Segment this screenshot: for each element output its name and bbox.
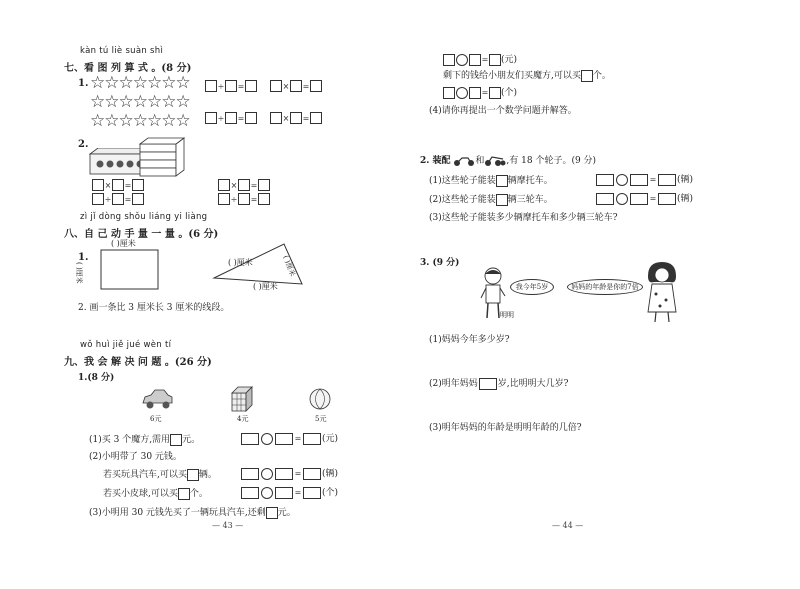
operator-circle[interactable] (616, 193, 628, 205)
answer-box[interactable] (303, 487, 321, 499)
answer-box[interactable] (178, 488, 190, 500)
operator-circle[interactable] (261, 487, 273, 499)
s9-q1-a-eq: = (元) (240, 431, 338, 445)
r-q2-b: (2)这些轮子能装 辆三轮车。 (429, 195, 553, 205)
star-row-3: ☆☆☆☆☆☆☆ (90, 111, 190, 131)
answer-box[interactable] (112, 193, 124, 205)
s9-q1: 1.(8 分) (78, 373, 115, 383)
answer-box[interactable] (132, 193, 144, 205)
answer-box[interactable] (92, 193, 104, 205)
r-top-eq: = (元) (443, 52, 517, 66)
price-car: 6元 (150, 415, 162, 423)
s7-q1-number: 1. (78, 78, 89, 89)
operator-circle[interactable] (261, 433, 273, 445)
answer-box[interactable] (596, 174, 614, 186)
answer-box[interactable] (596, 193, 614, 205)
answer-box[interactable] (245, 112, 257, 124)
answer-box[interactable] (469, 54, 481, 66)
s9-q1-c: (3)小明用 30 元钱先买了一辆玩具汽车,还剩 元。 (89, 508, 296, 518)
s7-q1-eq-2: × = (270, 80, 322, 92)
answer-box[interactable] (658, 193, 676, 205)
motorcycle-icon (453, 155, 475, 167)
rect-side-label: ( )厘米 (75, 262, 83, 284)
s7-q1-eq-3: ÷ = (205, 112, 257, 124)
answer-box[interactable] (112, 179, 124, 191)
s7-q2-eq-3: ÷ = (92, 193, 144, 205)
answer-box[interactable] (205, 112, 217, 124)
answer-box[interactable] (496, 175, 508, 187)
s9-q1-b2-eq: = (个) (240, 485, 338, 499)
toy-car-icon (140, 388, 174, 410)
r-top-line: 剩下的钱给小朋友们买魔方,可以买 个。 (443, 71, 611, 81)
r-p4: (4)请你再提出一个数学问题并解答。 (429, 106, 577, 116)
answer-box[interactable] (238, 193, 250, 205)
answer-box[interactable] (270, 80, 282, 92)
r-q3-b: (2)明年妈妈 岁,比明明大几岁? (429, 379, 569, 389)
answer-box[interactable] (270, 112, 282, 124)
answer-box[interactable] (258, 179, 270, 191)
answer-box[interactable] (275, 468, 293, 480)
mom-speech-bubble: 妈妈的年龄是你的7倍 (567, 279, 643, 295)
answer-box[interactable] (630, 193, 648, 205)
r-top-eq2: = (个) (443, 85, 517, 99)
page-number-right: — 44 — (552, 521, 584, 530)
answer-box[interactable] (658, 174, 676, 186)
answer-box[interactable] (479, 378, 497, 390)
answer-box[interactable] (275, 433, 293, 445)
s7-q2-eq-1: × = (92, 179, 144, 191)
operator-circle[interactable] (261, 468, 273, 480)
answer-box[interactable] (275, 487, 293, 499)
answer-box[interactable] (630, 174, 648, 186)
s8-title: 八、自 己 动 手 量 一 量 。(6 分) (64, 229, 219, 240)
answer-box[interactable] (310, 80, 322, 92)
answer-box[interactable] (238, 179, 250, 191)
boy-name-label: 明明 (500, 311, 514, 319)
answer-box[interactable] (258, 193, 270, 205)
r-q3-title: 3. (9 分) (420, 258, 460, 268)
answer-box[interactable] (303, 433, 321, 445)
r-q3-a: (1)妈妈今年多少岁? (429, 335, 510, 345)
answer-box[interactable] (187, 469, 199, 481)
answer-box[interactable] (303, 468, 321, 480)
s9-pinyin: wǒ huì jiě jué wèn tí (80, 340, 172, 350)
answer-box[interactable] (92, 179, 104, 191)
answer-box[interactable] (218, 179, 230, 191)
operator-circle[interactable] (456, 54, 468, 66)
mother-illustration (642, 262, 682, 324)
rectangle-figure (100, 249, 160, 291)
answer-box[interactable] (290, 80, 302, 92)
answer-box[interactable] (225, 112, 237, 124)
s7-title: 七、看 图 列 算 式 。(8 分) (64, 63, 192, 74)
s7-q1-eq-4: × = (270, 112, 322, 124)
answer-box[interactable] (443, 87, 455, 99)
answer-box[interactable] (489, 87, 501, 99)
answer-box[interactable] (241, 433, 259, 445)
answer-box[interactable] (170, 434, 182, 446)
answer-box[interactable] (469, 87, 481, 99)
answer-box[interactable] (241, 487, 259, 499)
answer-box[interactable] (245, 80, 257, 92)
answer-box[interactable] (443, 54, 455, 66)
s7-pinyin: kàn tú liè suàn shì (80, 46, 164, 56)
r-q2-a-eq: = (辆) (595, 172, 693, 186)
s9-q1-b2: 若买小皮球,可以买 个。 (103, 489, 208, 499)
s7-q2-eq-4: ÷ = (218, 193, 270, 205)
answer-box[interactable] (218, 193, 230, 205)
r-q2-a: (1)这些轮子能装 辆摩托车。 (429, 176, 553, 186)
s8-pinyin: zì jǐ dòng shǒu liáng yi liàng (80, 212, 208, 222)
triangle-right-label: ( )厘米 (281, 254, 297, 278)
answer-box[interactable] (132, 179, 144, 191)
s8-q1-number: 1. (78, 252, 89, 263)
r-q2-b-eq: = (辆) (595, 191, 693, 205)
r-q2-c: (3)这些轮子能装多少辆摩托车和多少辆三轮车? (429, 213, 618, 223)
answer-box[interactable] (581, 70, 593, 82)
rubiks-cube-icon (228, 385, 256, 413)
s7-q1-eq-1: ÷ = (205, 80, 257, 92)
s7-q2-number: 2. (78, 139, 89, 150)
price-ball: 5元 (315, 415, 327, 423)
boy-speech-bubble: 我今年5岁 (510, 279, 554, 295)
answer-box[interactable] (241, 468, 259, 480)
star-row-2: ☆☆☆☆☆☆☆ (90, 92, 190, 112)
ball-icon (308, 387, 332, 411)
r-q2-title: 2. 装配 和 ,有 18 个轮子。(9 分) (420, 156, 597, 166)
rect-top-label: ( )厘米 (111, 239, 136, 248)
s7-q2-eq-2: × = (218, 179, 270, 191)
s9-q1-b1: 若买玩具汽车,可以买 辆。 (103, 470, 217, 480)
answer-box[interactable] (290, 112, 302, 124)
answer-box[interactable] (489, 54, 501, 66)
answer-box[interactable] (266, 507, 278, 519)
answer-box[interactable] (225, 80, 237, 92)
operator-circle[interactable] (616, 174, 628, 186)
answer-box[interactable] (496, 194, 508, 206)
operator-circle[interactable] (456, 87, 468, 99)
triangle-bottom-label: ( )厘米 (253, 282, 278, 291)
r-q3-c: (3)明年妈妈的年龄是明明年龄的几倍? (429, 423, 582, 433)
answer-box[interactable] (310, 112, 322, 124)
star-row-1: ☆☆☆☆☆☆☆ (90, 73, 190, 93)
s8-q2: 2. 画一条比 3 厘米长 3 厘米的线段。 (78, 303, 230, 313)
triangle-left-label: ( )厘米 (228, 258, 253, 267)
s9-q1-a: (1)买 3 个魔方,需用 元。 (89, 435, 201, 445)
page-number-left: — 43 — (212, 521, 244, 530)
price-cube: 4元 (237, 415, 249, 423)
tricycle-icon (484, 155, 506, 167)
s9-q1-b1-eq: = (辆) (240, 466, 338, 480)
s9-q1-b: (2)小明带了 30 元钱。 (89, 452, 182, 462)
boxes-stack-illustration (136, 136, 208, 178)
s9-title: 九、我 会 解 决 问 题 。(26 分) (64, 357, 212, 368)
answer-box[interactable] (205, 80, 217, 92)
